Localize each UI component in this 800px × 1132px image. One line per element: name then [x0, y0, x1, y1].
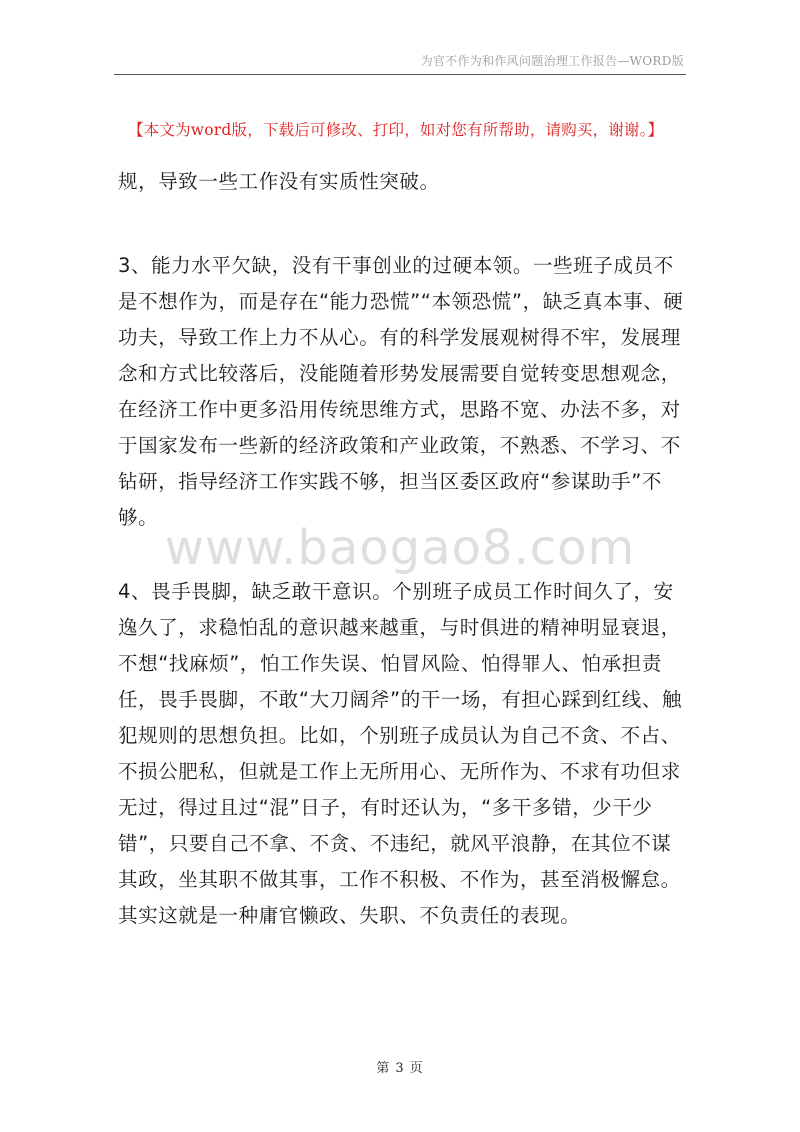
paragraph-continuation: 规，导致一些工作没有实质性突破。 [118, 170, 440, 193]
paragraph-item-3: 3、能力水平欠缺，没有干事创业的过硬本领。一些班子成员不是不想作为，而是存在“能力恐慌”“本领恐慌”，缺乏真本事、硬功夫，导致工作上力不从心。有的科学发展观树得不牢，发展理念和方式比较落后，没能随着形势发展需要自觉转变思想观念，在经济工作中更多沿用传统思维方式，思路不宽、办法不多，对于国家发布一些新的经济政策和产业政策，不熟悉、不学习、不钻研，指导经济工作实践不够，担当区委区政府“参谋助手”不够。 [118, 254, 684, 529]
purchase-notice: 【本文为word版，下载后可修改、打印，如对您有所帮助，请购买，谢谢。】 [128, 121, 664, 139]
page-number: 第 3 页 [376, 1061, 424, 1076]
header-divider [114, 74, 686, 75]
watermark: www.baogao8.com [164, 520, 636, 576]
paragraph-item-4: 4、畏手畏脚，缺乏敢干意识。个别班子成员工作时间久了，安逸久了，求稳怕乱的意识越来越重，与时俱进的精神明显衰退，不想“找麻烦”，怕工作失误、怕冒风险、怕得罪人、怕承担责任，畏手畏脚，不敢“大刀阔斧”的干一场，有担心踩到红线、触犯规则的思想负担。比如，个别班子成员认为自己不贪、不占、不损公肥私，但就是工作上无所用心、无所作为、不求有功但求无过，得过且过“混”日子，有时还认为，“多干多错，少干少错”，只要自己不拿、不贪、不违纪，就风平浪静，在其位不谋其政，坐其职不做其事，工作不积极、不作为，甚至消极懈怠。其实这就是一种庸官懒政、失职、不负责任的表现。 [118, 580, 683, 927]
page-header-title: 为官不作为和作风问题治理工作报告—WORD版 [420, 54, 684, 68]
